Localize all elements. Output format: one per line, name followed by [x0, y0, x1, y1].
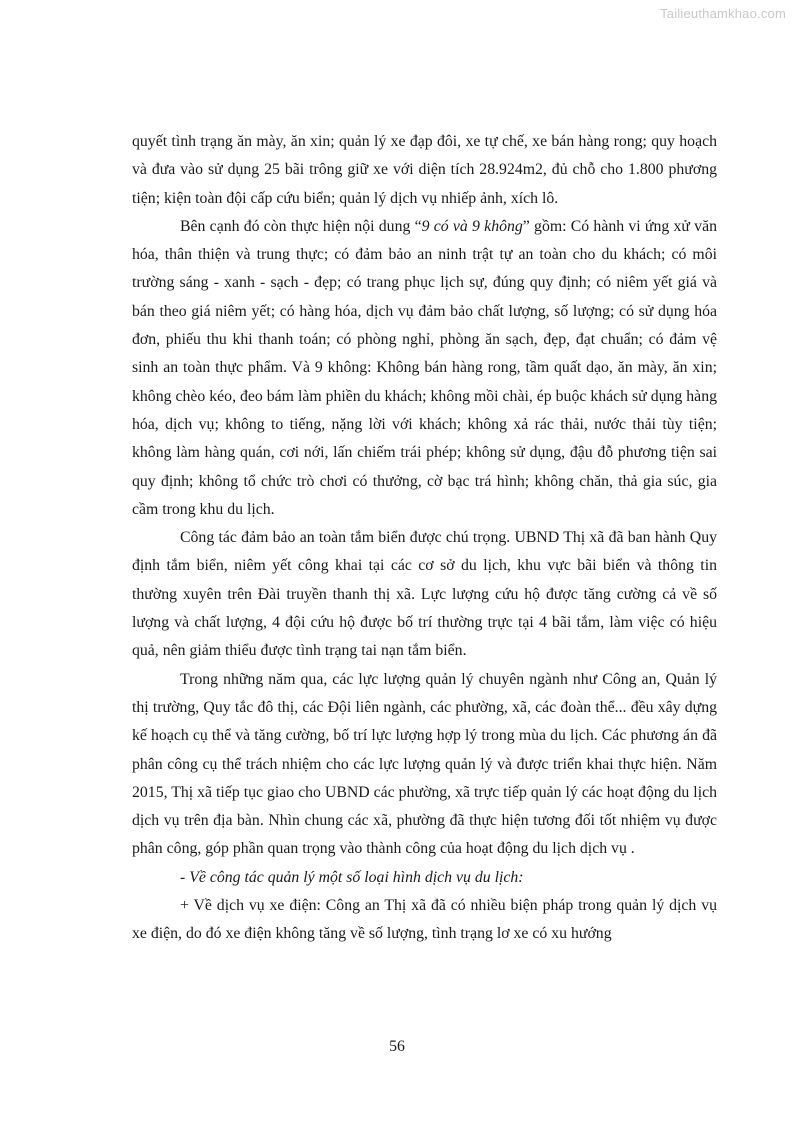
paragraph-3: Công tác đảm bảo an toàn tắm biển được chú trọng. UBND Thị xã đã ban hành Quy định tắm biển, niêm yết công khai tại các cơ sở du lịch, khu vực bãi biển và thông tin thường xuyên trên Đài truyền thanh thị xã. Lực lượng cứu hộ được tăng cường cả về số lượng và chất lượng, 4 đội cứu hộ được bố trí thường trực tại 4 bãi tắm, làm việc có hiệu quả, nên giảm thiểu được tình trạng tai nạn tắm biển.: [132, 529, 717, 660]
paragraph-2-rest: ” gồm: Có hành vi ứng xử văn hóa, thân thiện và trung thực; có đảm bảo an ninh trật tự an toàn cho du khách; có môi trường sáng - xanh - sạch - đẹp; có trang phục lịch sự, đúng quy định; có niêm yết giá và bán theo giá niêm yết; có hàng hóa, dịch vụ đảm bảo chất lượng, số lượng; có sử dụng hóa đơn, phiếu thu khi thanh toán; có phòng nghỉ, phòng ăn sạch, đẹp, đạt chuẩn; có đảm vệ sinh an toàn thực phẩm. Và 9 không: Không bán hàng rong, tầm quất dạo, ăn mày, ăn xin; không chèo kéo, đeo bám làm phiền du khách; không mồi chài, ép buộc khách sử dụng hàng hóa, dịch vụ; không to tiếng, nặng lời với khách; không xả rác thải, nước thải tùy tiện; không làm hàng quán, cơi nới, lấn chiếm trái phép; không sử dụng, đậu đỗ phương tiện sai quy định; không tổ chức trò chơi có thưởng, cờ bạc trá hình; không chăn, thả gia súc, gia cầm trong khu du lịch.: [132, 217, 717, 518]
page-number: 56: [389, 1038, 405, 1055]
section-heading: - Về công tác quản lý một số loại hình dịch vụ du lịch:: [180, 868, 524, 886]
paragraph-2-italic-term: 9 có và 9 không: [421, 217, 523, 235]
watermark-text: Tailieuthamkhao.com: [660, 6, 786, 21]
paragraph-1: quyết tình trạng ăn mày, ăn xin; quản lý xe đạp đôi, xe tự chế, xe bán hàng rong; quy hoạch và đưa vào sử dụng 25 bãi trông giữ xe với diện tích 28.924m2, đủ chỗ cho 1.800 phương tiện; kiện toàn đội cấp cứu biển; quản lý dịch vụ nhiếp ảnh, xích lô.: [132, 133, 717, 207]
paragraph-2-lead: Bên cạnh đó còn thực hiện nội dung “: [180, 217, 422, 235]
page-body: [132, 128, 717, 949]
paragraph-4: Trong những năm qua, các lực lượng quản lý chuyên ngành như Công an, Quản lý thị trường, Quy tắc đô thị, các Đội liên ngành, các phường, xã, các đoàn thể... đều xây dựng kế hoạch cụ thể và tăng cường, bố trí lực lượng hợp lý trong mùa du lịch. Các phương án đã phân công cụ thể trách nhiệm cho các lực lượng quản lý và được triển khai thực hiện. Năm 2015, Thị xã tiếp tục giao cho UBND các phường, xã trực tiếp quản lý các hoạt động du lịch dịch vụ trên địa bàn. Nhìn chung các xã, phường đã thực hiện tương đối tốt nhiệm vụ được phân công, góp phần quan trọng vào thành công của hoạt động du lịch dịch vụ .: [132, 670, 717, 858]
paragraph-5: + Về dịch vụ xe điện: Công an Thị xã đã có nhiều biện pháp trong quản lý dịch vụ xe điện, do đó xe điện không tăng về số lượng, tình trạng lơ xe có xu hướng: [132, 897, 717, 943]
paragraph-2: [132, 213, 717, 524]
